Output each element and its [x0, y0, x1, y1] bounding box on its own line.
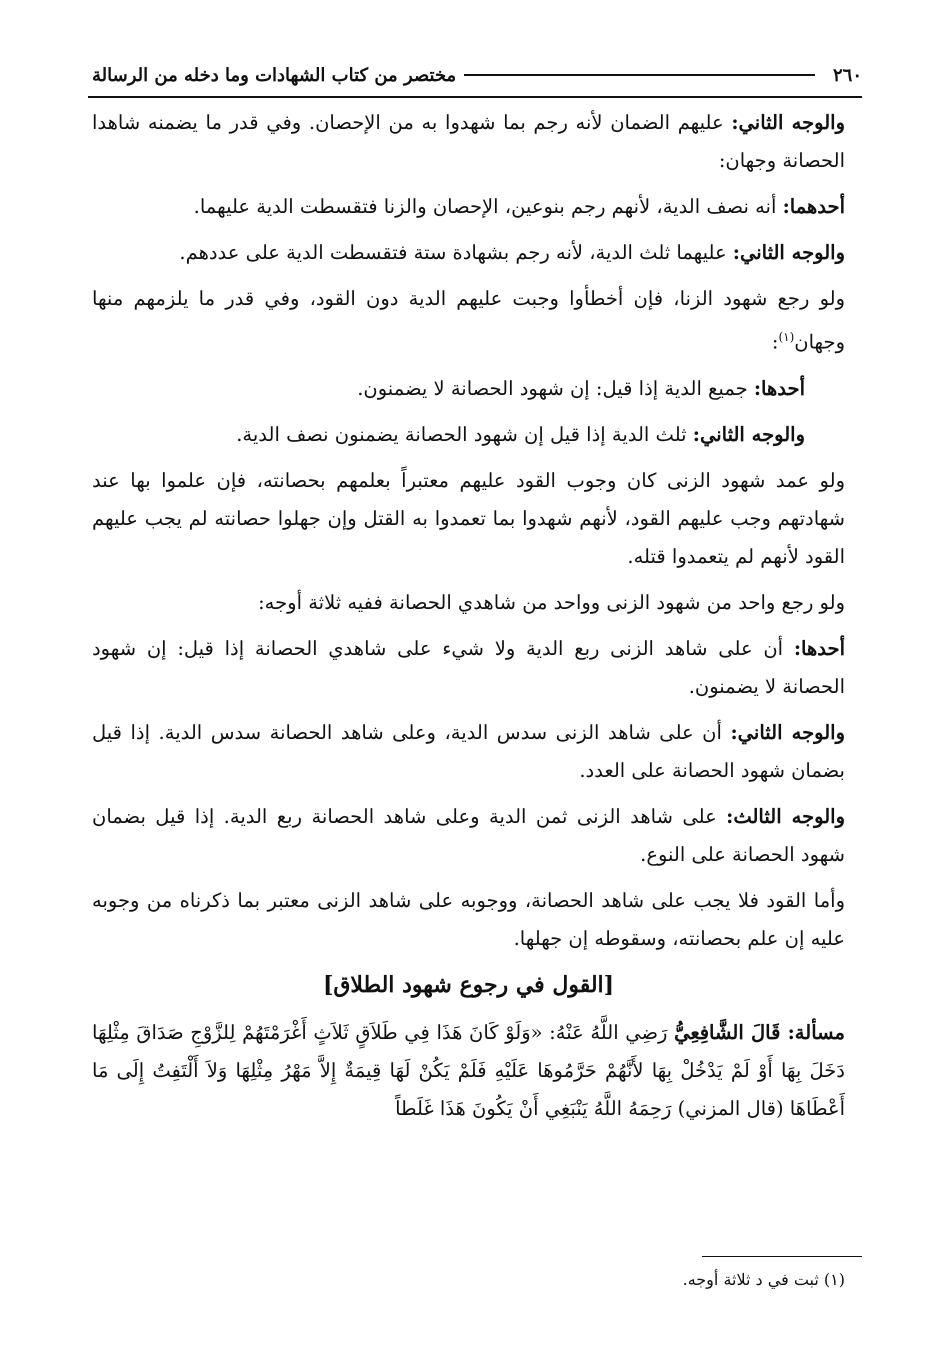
section-heading: [القول في رجوع شهود الطلاق]: [322, 971, 615, 998]
page-number: ٢٦٠: [832, 64, 862, 86]
paragraph-text: أن على شاهد الزنى سدس الدية، وعلى شاهد الحصانة سدس الدية. إذا قيل بضمان شهود الحصانة على العدد.: [92, 720, 845, 782]
main-text: [92, 104, 845, 1136]
paragraph-text: عليهما ثلث الدية، لأنه رجم بشهادة ستة فتقسطت الدية على عددهم.: [179, 241, 733, 264]
paragraph-text: جميع الدية إذا قيل: إن شهود الحصانة لا يضمنون.: [357, 376, 754, 400]
paragraph-text: ثلث الدية إذا قيل إن شهود الحصانة يضمنون نصف الدية.: [236, 422, 693, 446]
paragraph: [92, 416, 845, 454]
paragraph: [92, 798, 845, 874]
paragraph-text: على شاهد الزنى ثمن الدية وعلى شاهد الحصانة ربع الدية. إذا قيل بضمان شهود الحصانة على النوع.: [92, 804, 845, 866]
paragraph-lead: أحدها:: [793, 636, 845, 660]
masala-author: قَالَ الشَّافِعِيُّ: [674, 1020, 788, 1044]
paragraph-text: عليهم الضمان لأنه رجم بما شهدوا به من الإحصان. وفي قدر ما يضمنه شاهدا الحصانة وجهان:: [92, 111, 845, 172]
footnote: (١) ثبت في د ثلاثة أوجه.: [682, 1270, 845, 1289]
masala-text: رَضِي اللَّهُ عَنْهُ: «وَلَوْ كَانَ هَذَا فِي طَلاَقٍ ثَلاَثٍ أَغْرَمْتَهُمْ لِلزَّوْجِ صَدَاقَ مِثْلِهَا دَخَلَ بِهَا أَوْ لَمْ يَدْخُلْ بِهَا لأَنَّهُمْ حَرَّمُوهَا عَلَيْهِ فَلَمْ يَكُنْ لَهَا قِيمَةٌ إِلاَّ مَهْرُ مِثْلِهَا وَلاَ أَلْتَفِتُ إِلَى مَا أَعْطَاهَا (قال المزني) رَحِمَهُ اللَّهُ يَنْبَغِي أَنْ يَكُونَ هَذَا غَلَطاً: [92, 1020, 845, 1120]
running-header: [92, 58, 862, 92]
footnote-rule: [702, 1256, 862, 1257]
masala-paragraph: [92, 1014, 845, 1128]
paragraph-lead: والوجه الثاني:: [730, 720, 845, 744]
running-title: مختصر من كتاب الشهادات وما دخله من الرسالة: [92, 64, 457, 86]
paragraph-lead: والوجه الثالث:: [726, 804, 845, 828]
paragraph-text: ولو رجع شهود الزنا، فإن أخطأوا وجبت عليهم الدية دون القود، وفي قدر ما يلزمهم منها وجهان: [92, 287, 845, 354]
paragraph: [92, 584, 845, 622]
paragraph: [92, 188, 845, 226]
paragraph-text: وأما القود فلا يجب على شاهد الحصانة، ووجوبه على شاهد الزنى معتبر بما ذكرناه من وجوبه عليه إن علم بحصانته، وسقوطه إن جهلها.: [92, 888, 845, 950]
paragraph: [92, 280, 845, 362]
paragraph-text: ولو رجع واحد من شهود الزنى وواحد من شاهدي الحصانة ففيه ثلاثة أوجه:: [258, 590, 845, 614]
paragraph: [92, 234, 845, 272]
paragraph: [92, 882, 845, 958]
paragraph: [92, 630, 845, 706]
masala-lead: مسألة:: [787, 1020, 845, 1044]
paragraph-text: أنه نصف الدية، لأنهم رجم بنوعين، الإحصان والزنا فتقسطت الدية عليهما.: [193, 195, 783, 218]
paragraph-tail: :: [771, 330, 779, 354]
paragraph: [92, 462, 845, 576]
footnote-marker: (١): [778, 330, 795, 344]
paragraph-lead: والوجه الثاني:: [731, 111, 845, 134]
paragraph-lead: أحدها:: [753, 376, 805, 400]
paragraph-text: أن على شاهد الزنى ربع الدية ولا شيء على شاهدي الحصانة إذا قيل: إن شهود الحصانة لا يضمنون.: [92, 636, 845, 698]
paragraph-lead: والوجه الثاني:: [732, 241, 845, 264]
paragraph-lead: أحدهما:: [782, 195, 845, 218]
paragraph: [92, 370, 845, 408]
paragraph: [92, 104, 845, 180]
header-rule: [88, 96, 862, 98]
paragraph-lead: والوجه الثاني:: [692, 422, 805, 446]
paragraph-text: ولو عمد شهود الزنى كان وجوب القود عليهم معتبراً بعلمهم بحصانته، فإن علموا بها عند شهادتهم وجب عليهم القود، لأنهم شهدوا بما تعمدوا به القتل وإن جهلوا حصانته لم يجب عليهم القود لأنهم لم يتعمدوا قتله.: [92, 468, 845, 568]
paragraph: [92, 714, 845, 790]
header-line: [464, 74, 815, 76]
